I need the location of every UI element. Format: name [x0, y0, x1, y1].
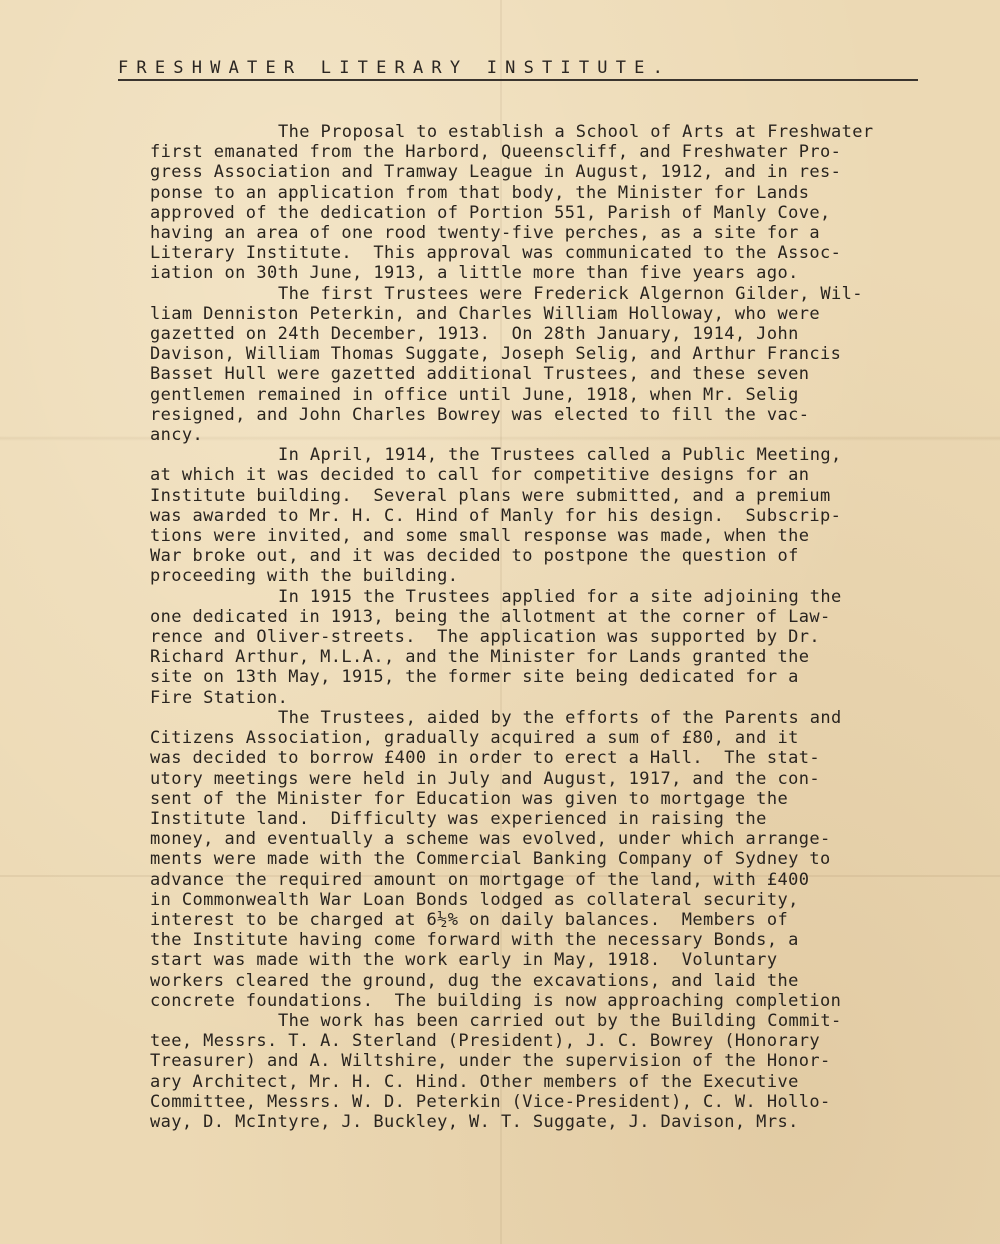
paragraph-first-line: The Trustees, aided by the efforts of the Parents and	[278, 707, 842, 728]
text-line: at which it was decided to call for competitive designs for an	[150, 465, 810, 486]
paragraph-first-line: The first Trustees were Frederick Algernon Gilder, Wil-	[278, 283, 863, 304]
text-line: ancy.	[150, 425, 204, 446]
text-line: liam Denniston Peterkin, and Charles William Holloway, who were	[150, 303, 820, 324]
text-line: interest to be charged at 6½% on daily balances. Members of	[150, 909, 789, 930]
document-body	[150, 122, 980, 1132]
text-line: rence and Oliver-streets. The application was supported by Dr.	[150, 627, 820, 648]
paragraph-first-line: In April, 1914, the Trustees called a Public Meeting,	[278, 445, 842, 466]
text-line: gazetted on 24th December, 1913. On 28th January, 1914, John	[150, 324, 799, 345]
text-line: start was made with the work early in May, 1918. Voluntary	[150, 950, 778, 971]
text-line: Davison, William Thomas Suggate, Joseph Selig, and Arthur Francis	[150, 344, 842, 365]
document-title: FRESHWATER LITERARY INSTITUTE.	[118, 58, 672, 78]
text-line: gentlemen remained in office until June, 1918, when Mr. Selig	[150, 384, 799, 405]
text-line: one dedicated in 1913, being the allotment at the corner of Law-	[150, 606, 831, 627]
paragraph	[150, 708, 980, 1011]
text-line: Fire Station.	[150, 687, 289, 708]
text-line: having an area of one rood twenty-five perches, as a site for a	[150, 223, 820, 244]
text-line: was awarded to Mr. H. C. Hind of Manly for his design. Subscrip-	[150, 505, 842, 526]
paragraph-first-line: In 1915 the Trustees applied for a site adjoining the	[278, 586, 842, 607]
text-line: utory meetings were held in July and August, 1917, and the con-	[150, 768, 820, 789]
title-underline	[118, 79, 918, 81]
text-line: Literary Institute. This approval was communicated to the Assoc-	[150, 243, 842, 264]
text-line: Committee, Messrs. W. D. Peterkin (Vice-President), C. W. Hollo-	[150, 1091, 831, 1112]
text-line: War broke out, and it was decided to postpone the question of	[150, 546, 799, 567]
text-line: sent of the Minister for Education was given to mortgage the	[150, 788, 789, 809]
text-line: advance the required amount on mortgage of the land, with £400	[150, 869, 810, 890]
text-line: in Commonwealth War Loan Bonds lodged as collateral security,	[150, 889, 799, 910]
text-line: Institute building. Several plans were submitted, and a premium	[150, 485, 831, 506]
text-line: gress Association and Tramway League in August, 1912, and in res-	[150, 162, 842, 183]
text-line: site on 13th May, 1915, the former site being dedicated for a	[150, 667, 799, 688]
text-line: money, and eventually a scheme was evolved, under which arrange-	[150, 829, 831, 850]
text-line: ponse to an application from that body, the Minister for Lands	[150, 182, 810, 203]
text-line: was decided to borrow £400 in order to erect a Hall. The stat-	[150, 748, 820, 769]
text-line: Treasurer) and A. Wiltshire, under the supervision of the Honor-	[150, 1051, 831, 1072]
text-line: way, D. McIntyre, J. Buckley, W. T. Suggate, J. Davison, Mrs.	[150, 1111, 799, 1132]
paragraph	[150, 587, 980, 708]
text-line: ments were made with the Commercial Banking Company of Sydney to	[150, 849, 831, 870]
text-line: Basset Hull were gazetted additional Trustees, and these seven	[150, 364, 810, 385]
text-line: resigned, and John Charles Bowrey was elected to fill the vac-	[150, 404, 810, 425]
paragraph	[150, 445, 980, 586]
text-line: iation on 30th June, 1913, a little more than five years ago.	[150, 263, 799, 284]
text-line: the Institute having come forward with the necessary Bonds, a	[150, 930, 799, 951]
text-line: Institute land. Difficulty was experienced in raising the	[150, 808, 767, 829]
paragraph-first-line: The work has been carried out by the Building Commit-	[278, 1010, 842, 1031]
text-line: tions were invited, and some small response was made, when the	[150, 526, 810, 547]
text-line: Richard Arthur, M.L.A., and the Minister for Lands granted the	[150, 647, 810, 668]
text-line: tee, Messrs. T. A. Sterland (President), J. C. Bowrey (Honorary	[150, 1031, 820, 1052]
text-line: ary Architect, Mr. H. C. Hind. Other members of the Executive	[150, 1071, 799, 1092]
text-line: Citizens Association, gradually acquired a sum of £80, and it	[150, 728, 799, 749]
text-line: approved of the dedication of Portion 551, Parish of Manly Cove,	[150, 202, 831, 223]
text-line: first emanated from the Harbord, Queenscliff, and Freshwater Pro-	[150, 142, 842, 163]
paragraph-first-line: The Proposal to establish a School of Arts at Freshwater	[278, 122, 874, 142]
text-line: workers cleared the ground, dug the excavations, and laid the	[150, 970, 799, 991]
text-line: proceeding with the building.	[150, 566, 459, 587]
paragraph	[150, 122, 980, 284]
text-line: concrete foundations. The building is now approaching completion	[150, 990, 842, 1011]
paragraph	[150, 1011, 980, 1132]
paragraph	[150, 284, 980, 446]
